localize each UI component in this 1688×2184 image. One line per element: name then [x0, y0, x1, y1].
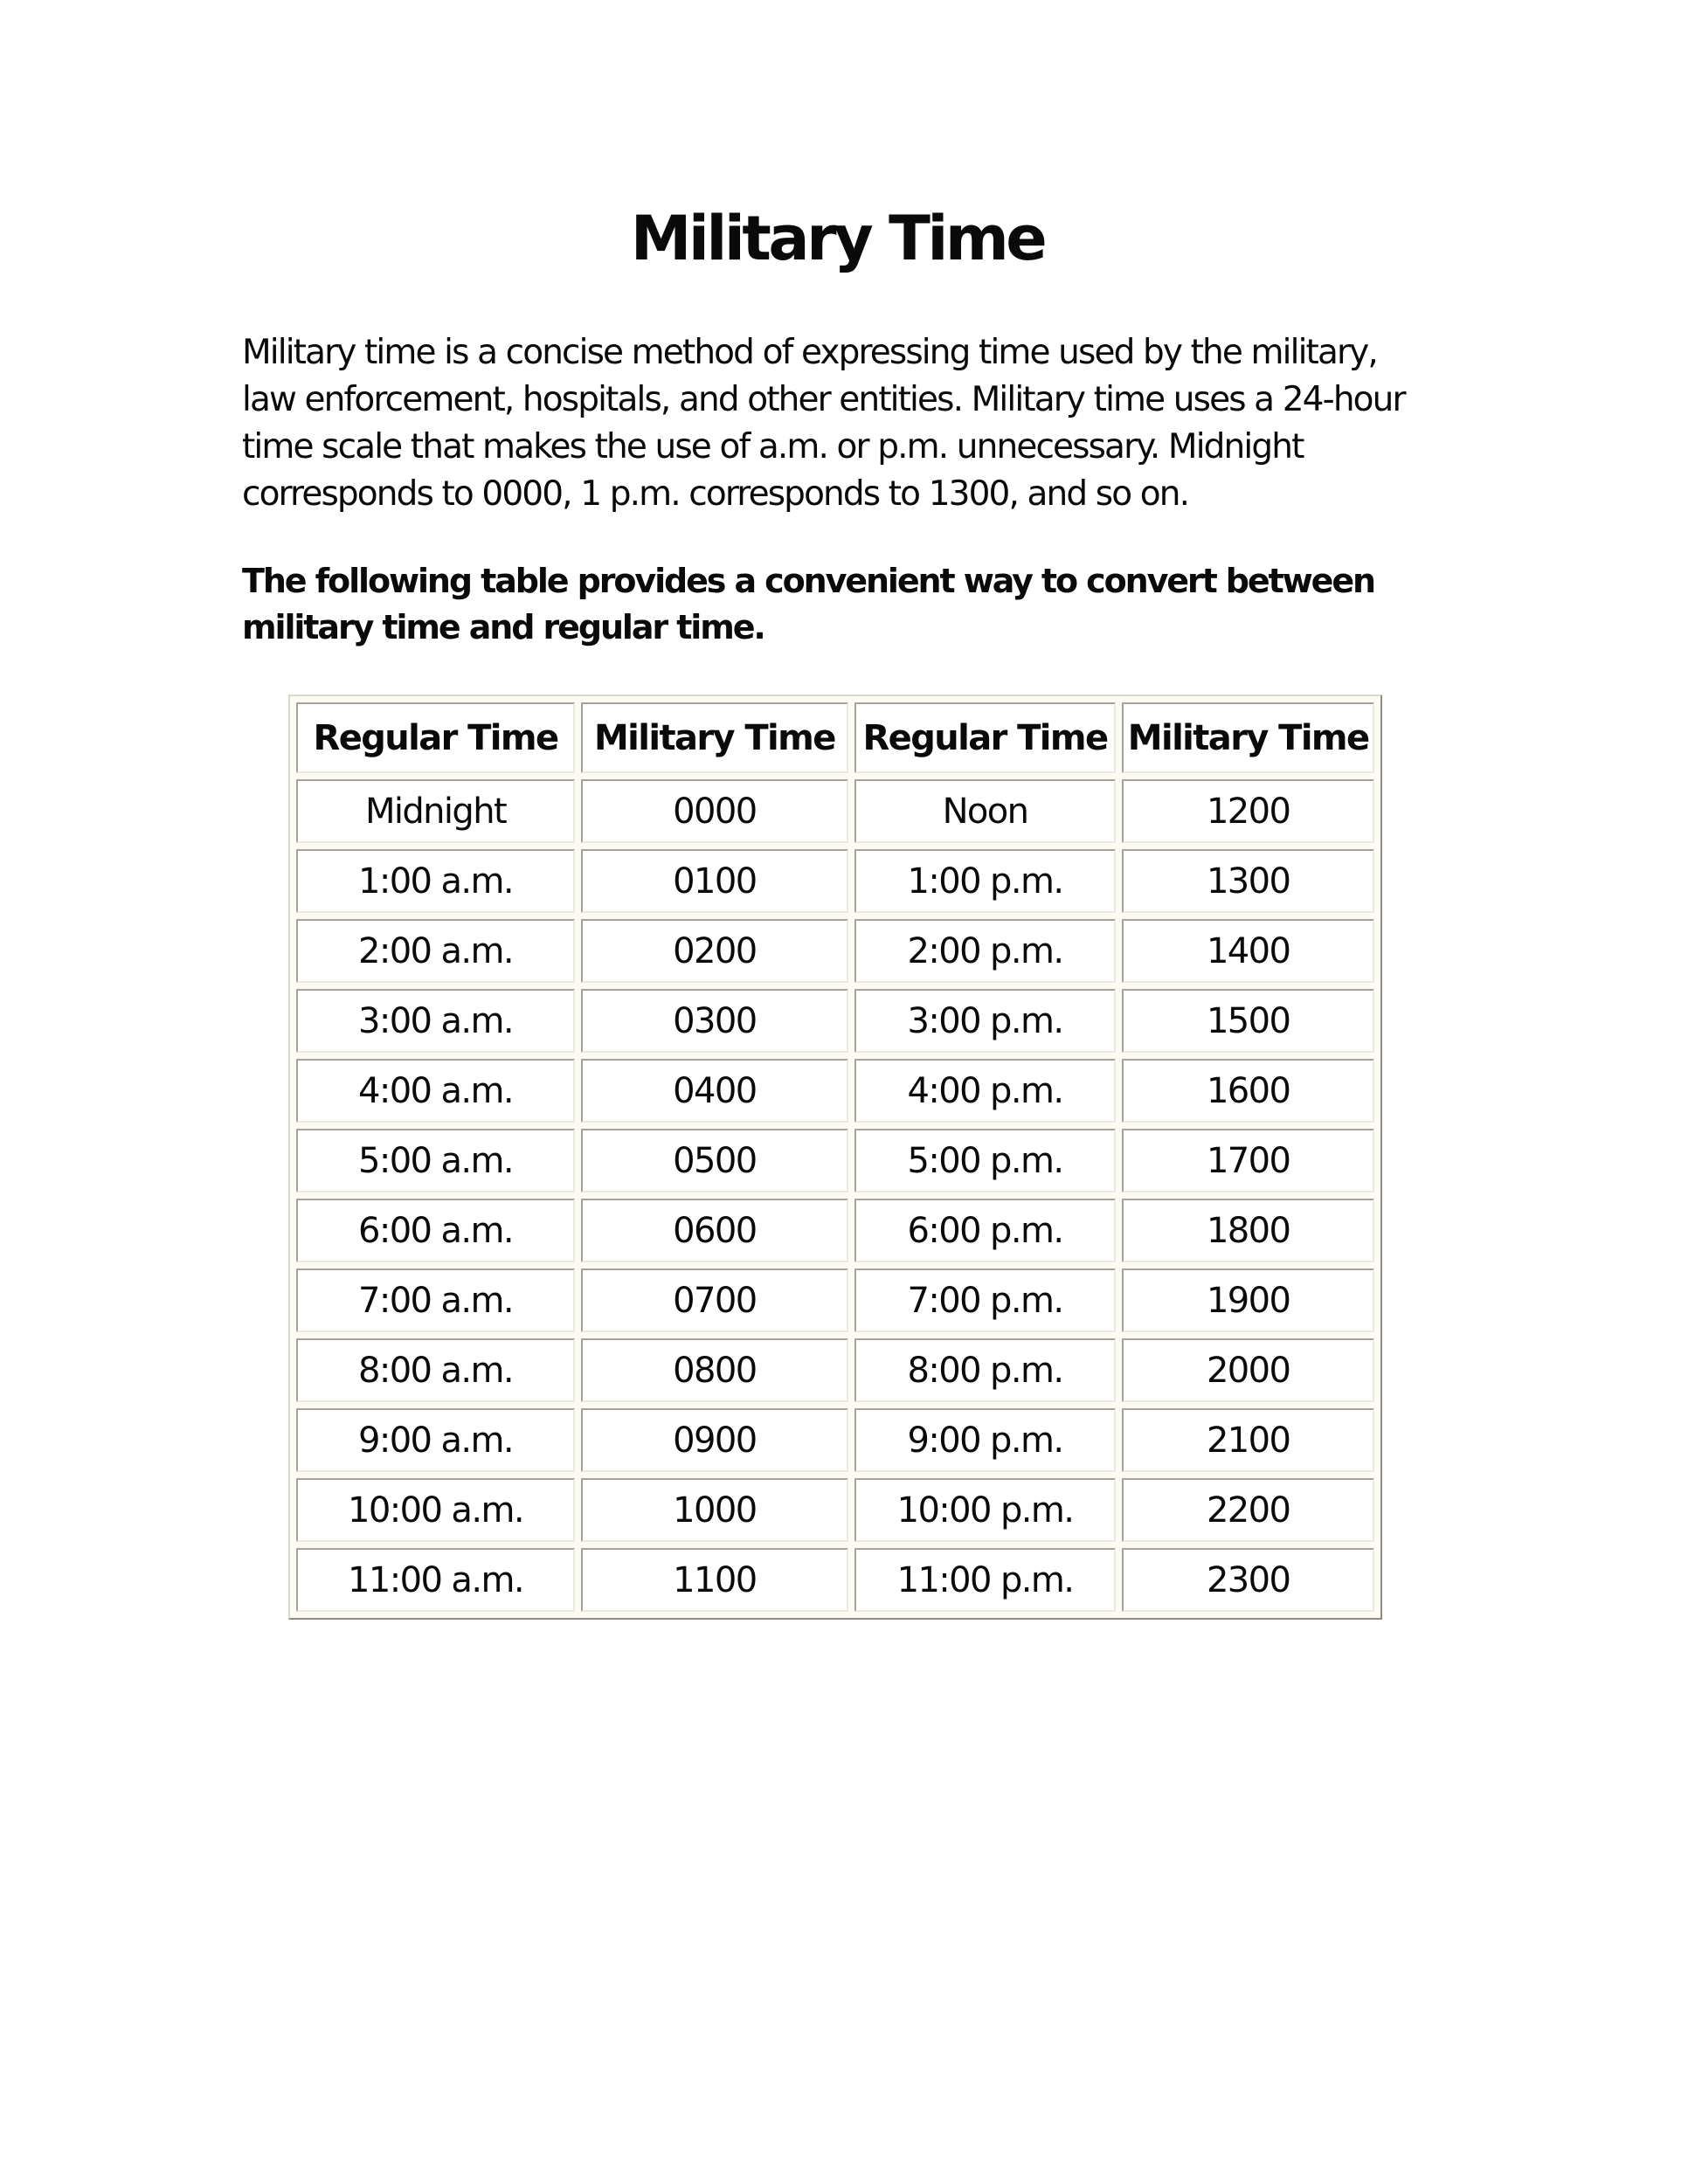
- table-cell: 0900: [581, 1408, 848, 1472]
- table-cell: 0600: [581, 1199, 848, 1262]
- table-cell: 11:00 a.m.: [296, 1548, 575, 1612]
- table-cell: 1100: [581, 1548, 848, 1612]
- table-row: [296, 1478, 1374, 1542]
- table-row: [296, 849, 1374, 913]
- table-cell: 0100: [581, 849, 848, 913]
- table-row: [296, 1268, 1374, 1332]
- table-cell: 7:00 a.m.: [296, 1268, 575, 1332]
- table-lead-paragraph: [242, 558, 1374, 651]
- table-cell: 0300: [581, 989, 848, 1053]
- table-cell: 1200: [1122, 779, 1374, 843]
- table-cell: 2:00 a.m.: [296, 919, 575, 983]
- table-cell: Midnight: [296, 779, 575, 843]
- table-cell: 0500: [581, 1129, 848, 1192]
- table-cell: 3:00 p.m.: [854, 989, 1117, 1053]
- column-header-regular-time-1: Regular Time: [296, 702, 575, 773]
- table-cell: Noon: [854, 779, 1117, 843]
- table-cell: 2300: [1122, 1548, 1374, 1612]
- table-cell: 1800: [1122, 1199, 1374, 1262]
- conversion-table-body: [296, 779, 1374, 1612]
- table-cell: 2000: [1122, 1338, 1374, 1402]
- table-cell: 8:00 a.m.: [296, 1338, 575, 1402]
- table-cell: 1:00 p.m.: [854, 849, 1117, 913]
- table-row: [296, 1548, 1374, 1612]
- table-row: [296, 919, 1374, 983]
- table-cell: 1400: [1122, 919, 1374, 983]
- table-cell: 1600: [1122, 1059, 1374, 1123]
- table-cell: 2:00 p.m.: [854, 919, 1117, 983]
- table-cell: 0000: [581, 779, 848, 843]
- table-cell: 4:00 a.m.: [296, 1059, 575, 1123]
- table-cell: 1900: [1122, 1268, 1374, 1332]
- table-lead-line-2: military time and regular time.: [242, 608, 764, 646]
- table-cell: 2200: [1122, 1478, 1374, 1542]
- table-header-row: [296, 702, 1374, 773]
- table-cell: 1500: [1122, 989, 1374, 1053]
- table-cell: 8:00 p.m.: [854, 1338, 1117, 1402]
- table-cell: 10:00 p.m.: [854, 1478, 1117, 1542]
- conversion-table: [288, 695, 1382, 1620]
- table-cell: 0700: [581, 1268, 848, 1332]
- table-cell: 7:00 p.m.: [854, 1268, 1117, 1332]
- column-header-military-time-1: Military Time: [581, 702, 848, 773]
- intro-line-2: law enforcement, hospitals, and other entities. Military time uses a 24-hour: [242, 380, 1405, 419]
- table-lead-line-1: The following table provides a convenient way to convert between: [242, 562, 1375, 600]
- column-header-regular-time-2: Regular Time: [854, 702, 1117, 773]
- table-cell: 5:00 p.m.: [854, 1129, 1117, 1192]
- intro-paragraph: [242, 329, 1405, 518]
- table-cell: 0200: [581, 919, 848, 983]
- intro-line-3: time scale that makes the use of a.m. or p.m. unnecessary. Midnight: [242, 427, 1304, 467]
- table-row: [296, 1408, 1374, 1472]
- table-cell: 1300: [1122, 849, 1374, 913]
- table-row: [296, 1199, 1374, 1262]
- table-cell: 1000: [581, 1478, 848, 1542]
- table-cell: 1:00 a.m.: [296, 849, 575, 913]
- table-cell: 11:00 p.m.: [854, 1548, 1117, 1612]
- table-cell: 2100: [1122, 1408, 1374, 1472]
- table-cell: 6:00 p.m.: [854, 1199, 1117, 1262]
- table-cell: 5:00 a.m.: [296, 1129, 575, 1192]
- table-cell: 0800: [581, 1338, 848, 1402]
- table-row: [296, 1129, 1374, 1192]
- table-cell: 9:00 p.m.: [854, 1408, 1117, 1472]
- table-cell: 0400: [581, 1059, 848, 1123]
- table-cell: 4:00 p.m.: [854, 1059, 1117, 1123]
- table-row: [296, 1338, 1374, 1402]
- table-cell: 3:00 a.m.: [296, 989, 575, 1053]
- table-row: [296, 989, 1374, 1053]
- intro-line-4: corresponds to 0000, 1 p.m. corresponds to 1300, and so on.: [242, 474, 1189, 514]
- table-row: [296, 779, 1374, 843]
- column-header-military-time-2: Military Time: [1122, 702, 1374, 773]
- table-row: [296, 1059, 1374, 1123]
- table-cell: 6:00 a.m.: [296, 1199, 575, 1262]
- table-cell: 1700: [1122, 1129, 1374, 1192]
- table-cell: 9:00 a.m.: [296, 1408, 575, 1472]
- intro-line-1: Military time is a concise method of expressing time used by the military,: [242, 333, 1377, 372]
- table-cell: 10:00 a.m.: [296, 1478, 575, 1542]
- page-title: Military Time: [630, 203, 1045, 274]
